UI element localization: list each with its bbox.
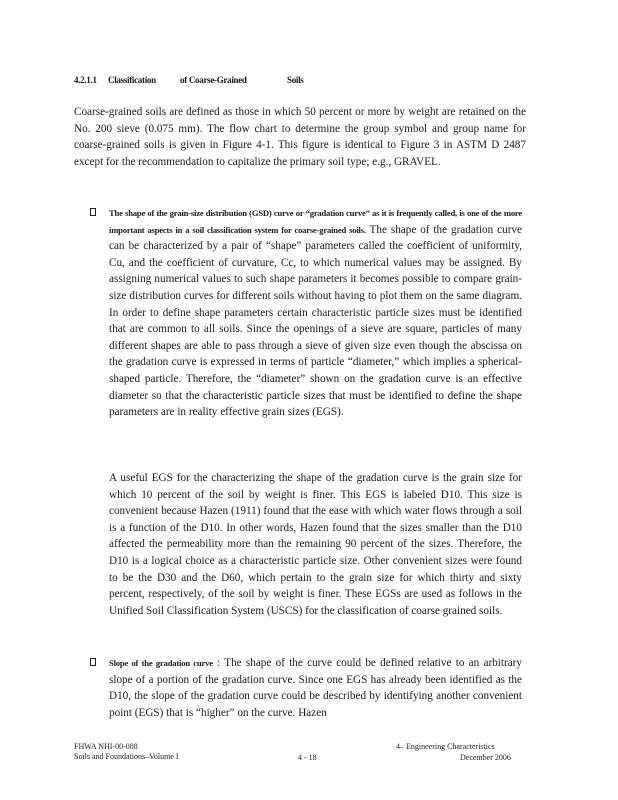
section-heading (74, 75, 304, 85)
footer-chapter: 4– Engineering Characteristics (396, 742, 495, 751)
section-title-part2: of Coarse-Grained (180, 75, 247, 85)
page-number: 4 - 18 (298, 753, 317, 762)
section-title-part3: Soils (287, 75, 304, 85)
footer-volume: Soils and Foundations–Volume I (74, 752, 179, 761)
section-title-part1: Classification (108, 75, 156, 85)
bullet-gsd-text (109, 205, 522, 421)
bullet-slope-lead: Slope of the gradation curve (109, 658, 213, 668)
section-number: 4.2.1.1 (74, 75, 97, 85)
bullet-slope-text (109, 655, 522, 721)
bullet-gsd-lead: The shape of the grain-size distribution (GSD) curve or “gradation curve” as it is frequently called, is one of the more important aspects in a soil classification system for coarse-grained soils. (109, 208, 522, 235)
bullet-box-icon (90, 208, 96, 216)
egs-paragraph: A useful EGS for the characterizing the shape of the gradation curve is the grain size for which 10 percent of the soil by weight is finer. This EGS is labeled D10. This size is convenient because Hazen (1911) found that the ease with which water flows through a soil is a function of the D10. In other words, Hazen found that the sizes smaller than the D10 affected the permeability more than the remaining 90 percent of the sizes. Therefore, the D10 is a logical choice as a characteristic particle size. Other convenient sizes were found to be the D30 and the D60, which pertain to the grain size for which thirty and sixty percent, respectively, of the soil by weight is finer. These EGSs are used as follows in the Unified Soil Classification System (USCS) for the classification of coarse grained soils. (109, 472, 522, 617)
bullet-gsd-shape (90, 205, 522, 421)
footer-left (74, 742, 179, 762)
bullet-gsd-body: The shape of the gradation curve can be characterized by a pair of “shape” parameters called the coefficient of uniformity, Cu, and the coefficient of curvature, Cc, to which numerical values may be assigned. By assigning numerical values to such shape parameters it becomes possible to compare grain-size distribution curves for different soils without having to plot them on the same diagram. In order to define shape parameters certain characteristic particle sizes must be identified that are common to all soils. Since the openings of a sieve are square, particles of many different shapes are able to pass through a sieve of given size even though the abscissa on the gradation curve is expressed in terms of particle “diameter,” which implies a spherical-shaped particle. Therefore, the “diameter” shown on the gradation curve is an effective diameter so that the characteristic particle sizes that must be identified to define the shape parameters are in reality effective grain sizes (EGS). (109, 223, 522, 419)
bullet-slope (90, 655, 522, 721)
bullet-box-icon (90, 658, 96, 666)
footer-date: December 2006 (460, 753, 511, 762)
intro-paragraph: Coarse-grained soils are defined as those in which 50 percent or more by weight are retained on the No. 200 sieve (0.075 mm). The flow chart to determine the group symbol and group name for coarse-grained soils is given in Figure 4-1. This figure is identical to Figure 3 in ASTM D 2487 except for the recommendation to capitalize the primary soil type; e.g., GRAVEL. (74, 106, 526, 168)
footer-report-number: FHWA NHI-00-088 (74, 742, 138, 751)
bullet-slope-body: : The shape of the curve could be defined relative to an arbitrary slope of a portion of the gradation curve. Since one EGS has already been identified as the D10, the slope of the gradation curve could be described by identifying another convenient point (EGS) that is “higher” on the curve. Hazen (109, 657, 523, 719)
